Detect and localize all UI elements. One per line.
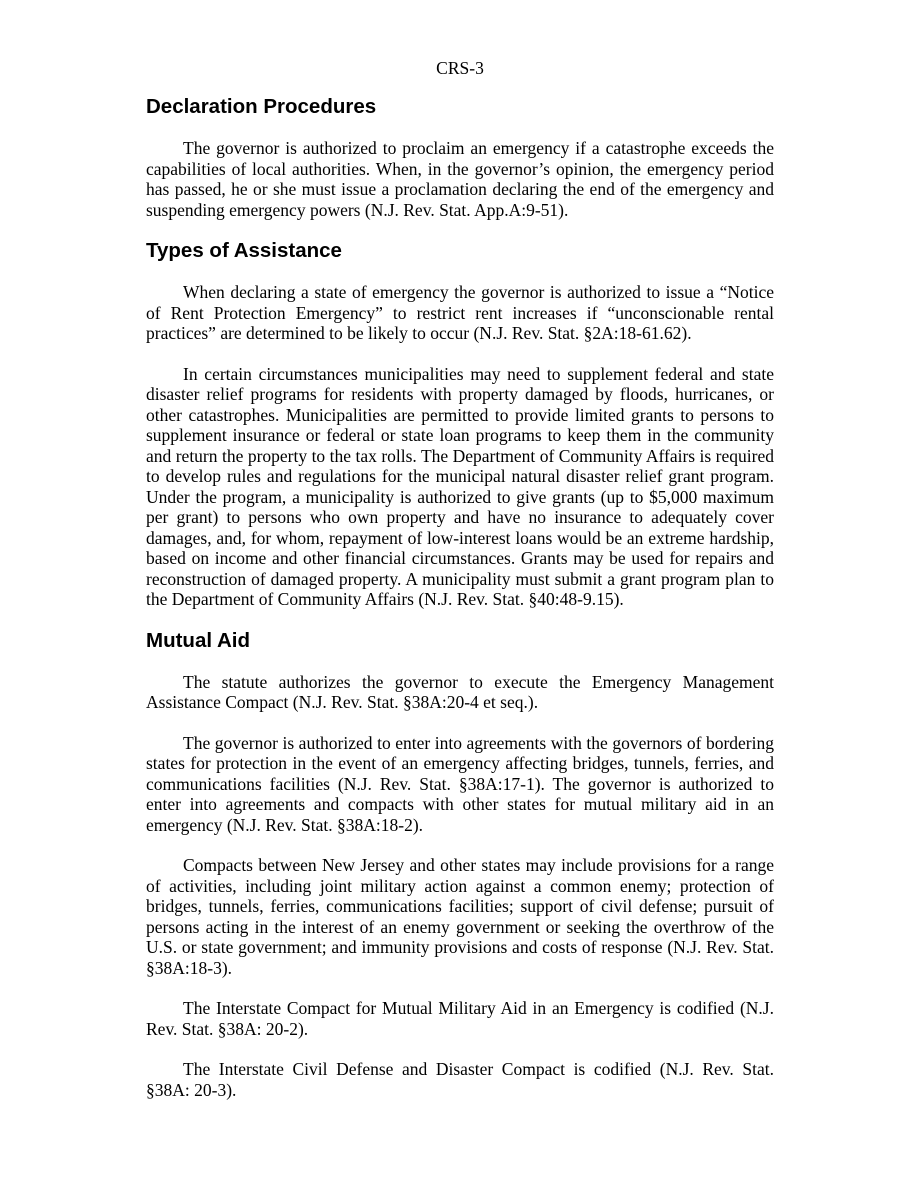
paragraph: When declaring a state of emergency the governor is authorized to issue a “Notice of Rent Protection Emergency” to restrict rent increases if “unconscionable rental practices” are determined to be likely to occur (N.J. Rev. Stat. §2A:18-61.62). <box>146 282 774 343</box>
section-heading: Types of Assistance <box>146 239 342 262</box>
paragraph: The Interstate Civil Defense and Disaster Compact is codified (N.J. Rev. Stat. §38A: 20-3). <box>146 1059 774 1100</box>
paragraph: The governor is authorized to proclaim an emergency if a catastrophe exceeds the capabilities of local authorities. When, in the governor’s opinion, the emergency period has passed, he or she must issue a proclamation declaring the end of the emergency and suspending emergency powers (N.J. Rev. Stat. App.A:9-51). <box>146 138 774 220</box>
paragraph: Compacts between New Jersey and other states may include provisions for a range of activities, including joint military action against a common enemy; protection of bridges, tunnels, ferries, communications facilities; support of civil defense; pursuit of persons acting in the interest of an enemy government or seeking the overthrow of the U.S. or state government; and immunity provisions and costs of response (N.J. Rev. Stat. §38A:18-3). <box>146 855 774 978</box>
paragraph: The governor is authorized to enter into agreements with the governors of bordering states for protection in the event of an emergency affecting bridges, tunnels, ferries, and communications facilities (N.J. Rev. Stat. §38A:17-1). The governor is authorized to enter into agreements and compacts with other states for mutual military aid in an emergency (N.J. Rev. Stat. §38A:18-2). <box>146 732 774 835</box>
section-types-of-assistance <box>146 239 774 610</box>
paragraph: The Interstate Compact for Mutual Military Aid in an Emergency is codified (N.J. Rev. Stat. §38A: 20-2). <box>146 998 774 1039</box>
paragraph: The statute authorizes the governor to execute the Emergency Management Assistance Compact (N.J. Rev. Stat. §38A:20-4 et seq.). <box>146 671 774 712</box>
section-declaration-procedures <box>146 95 774 220</box>
paragraph: In certain circumstances municipalities may need to supplement federal and state disaster relief programs for residents with property damaged by floods, hurricanes, or other catastrophes. Municipalities are permitted to provide limited grants to persons to supplement insurance or federal or state loan programs to keep them in the community and return the property to the tax rolls. The Department of Community Affairs is required to develop rules and regulations for the municipal natural disaster relief grant program. Under the program, a municipality is authorized to give grants (up to $5,000 maximum per grant) to persons who own property and have no insurance to adequately cover damages, and, for whom, repayment of low-interest loans would be an extreme hardship, based on income and other financial circumstances. Grants may be used for repairs and reconstruction of damaged property. A municipality must submit a grant program plan to the Department of Community Affairs (N.J. Rev. Stat. §40:48-9.15). <box>146 363 774 609</box>
page-content <box>146 95 774 1120</box>
section-heading: Mutual Aid <box>146 628 251 652</box>
section-heading: Declaration Procedures <box>146 95 377 118</box>
section-mutual-aid <box>146 629 774 1101</box>
page-number: CRS-3 <box>436 58 484 78</box>
